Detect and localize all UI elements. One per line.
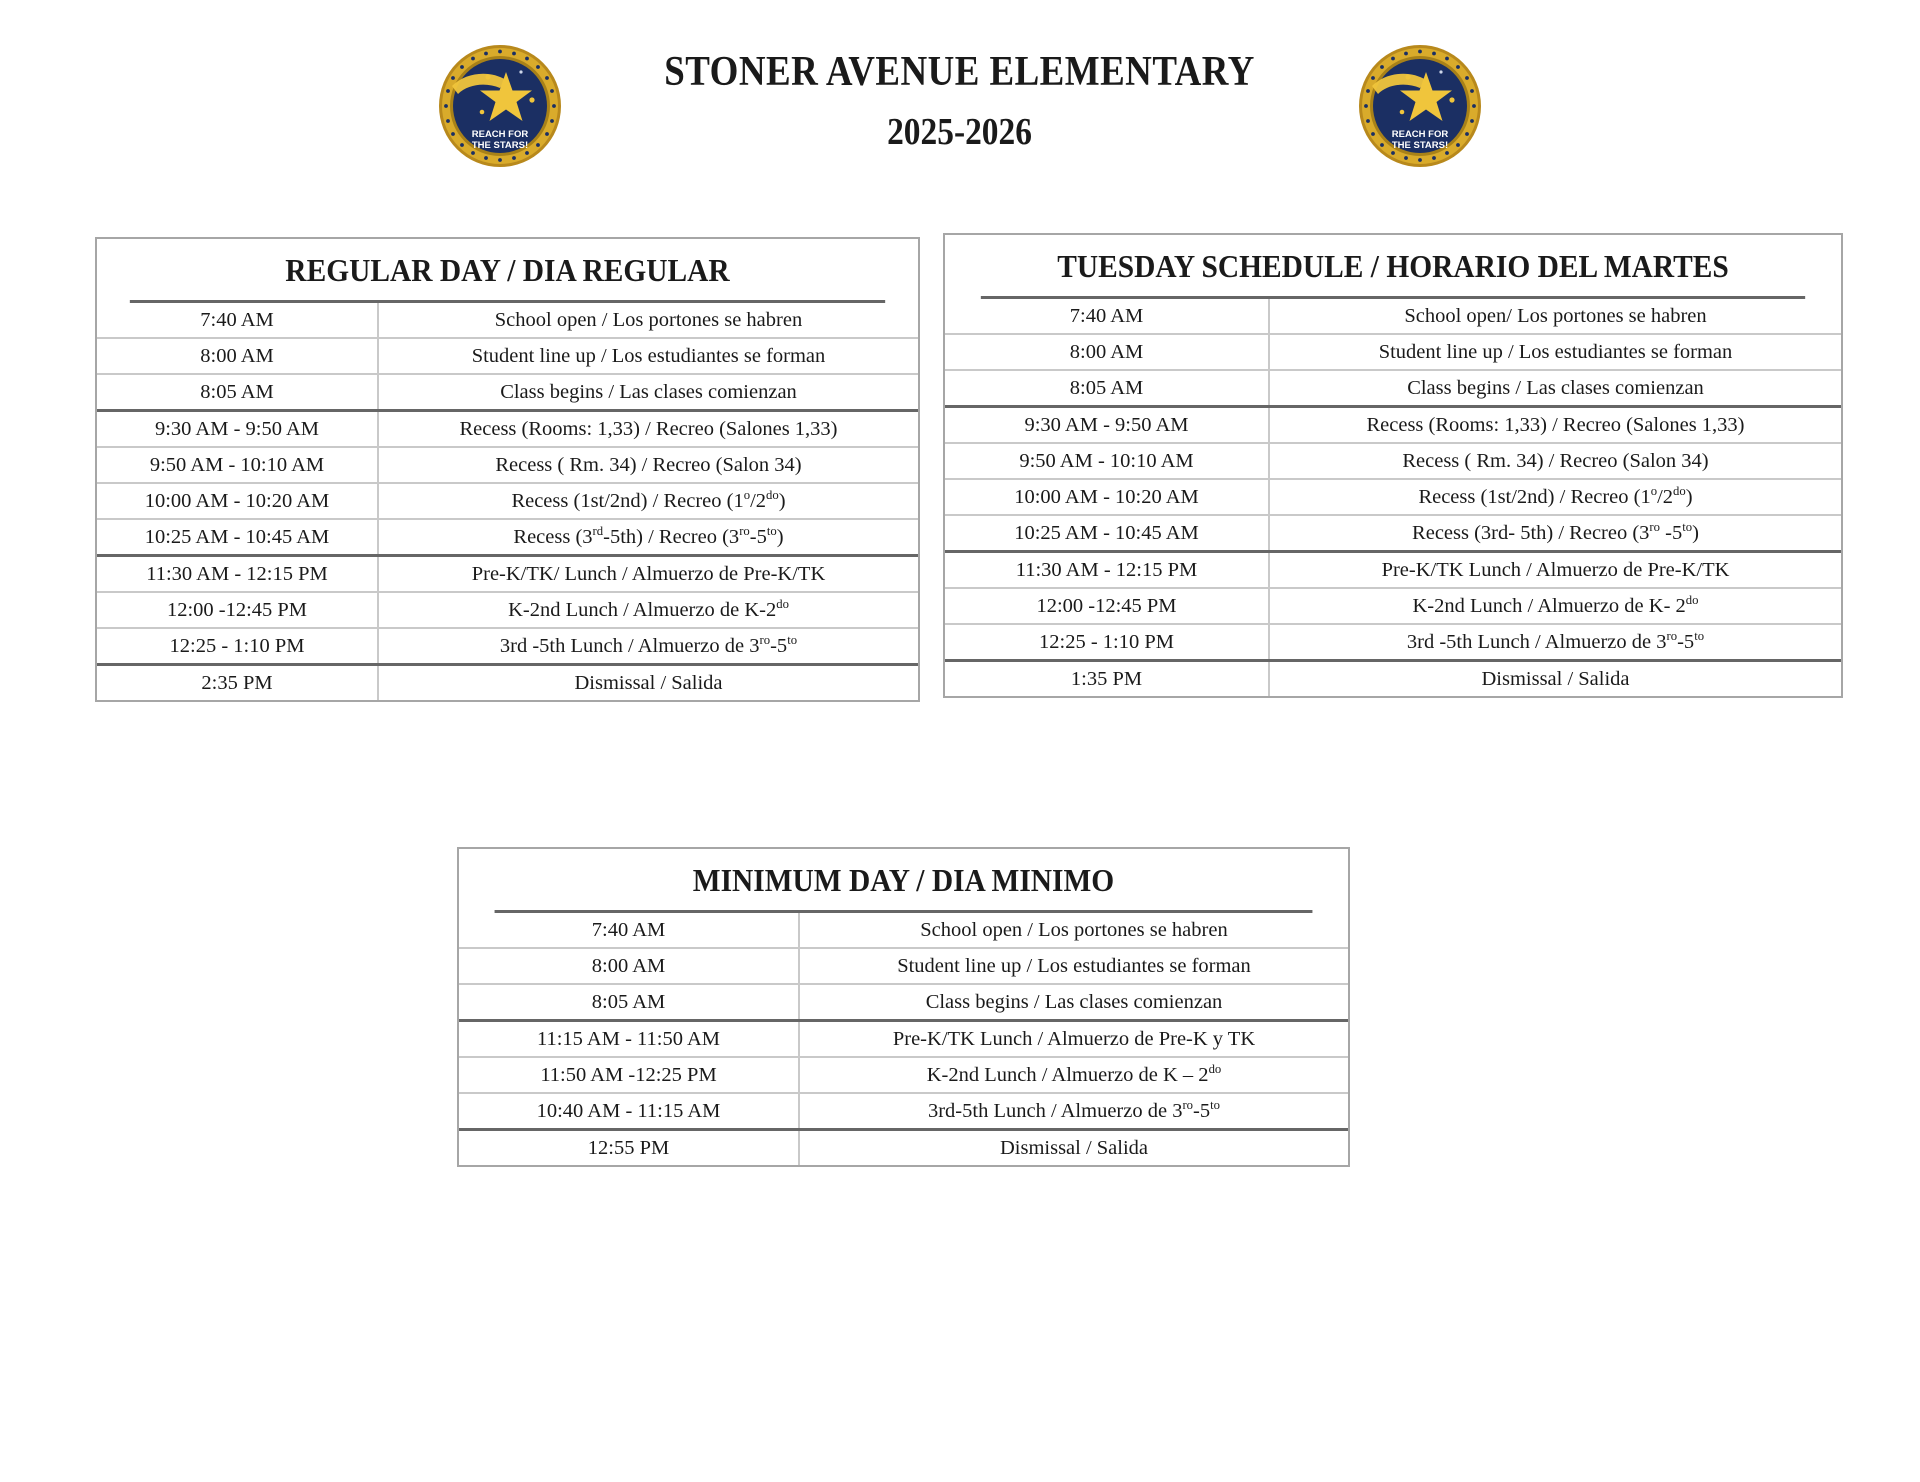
schedule-description-cell: Student line up / Los estudiantes se forman bbox=[471, 345, 826, 367]
table-row bbox=[459, 1058, 1348, 1094]
schedule-description-cell: Recess (1st/2nd) / Recreo $(1^o/2^{do})$ bbox=[511, 488, 786, 512]
schedule-time-cell: 11:30 AM - 12:15 PM bbox=[945, 553, 1270, 587]
schedule-description-cell: Recess (3rd- 5th) / Recreo ($3^{ro}$ $-5^{to}$) bbox=[1412, 520, 1699, 544]
table-title: MINIMUM DAY / DIA MINIMO bbox=[495, 849, 1313, 913]
schedule-time-cell: 10:25 AM - 10:45 AM bbox=[97, 520, 379, 554]
svg-text:THE STARS!: THE STARS! bbox=[472, 140, 529, 151]
svg-text:REACH FOR: REACH FOR bbox=[1391, 129, 1448, 140]
schedule-time-cell: 12:25 - 1:10 PM bbox=[97, 629, 379, 663]
schedule-time-cell: 12:55 PM bbox=[459, 1131, 800, 1165]
schedule-table-minimum-day bbox=[457, 847, 1350, 1167]
schedule-description-cell: Pre-K/TK Lunch / Almuerzo de Pre-K/TK bbox=[1381, 559, 1730, 581]
table-row bbox=[945, 408, 1841, 444]
schedule-description-cell: K-2nd Lunch / Almuerzo de K- $2^{do}$ bbox=[1412, 593, 1699, 617]
schedule-description-cell: School open / Los portones se habren bbox=[920, 919, 1228, 941]
table-body bbox=[459, 913, 1348, 1165]
schedule-description-cell: Student line up / Los estudiantes se forman bbox=[897, 955, 1251, 977]
schedule-time-cell: 9:30 AM - 9:50 AM bbox=[97, 412, 379, 446]
schedule-description-cell: 3rd-5th Lunch / Almuerzo de $3^{ro}-5^{to}$ bbox=[927, 1098, 1221, 1122]
table-row bbox=[459, 985, 1348, 1022]
header-titles bbox=[624, 42, 1295, 154]
schedule-time-cell: 9:30 AM - 9:50 AM bbox=[945, 408, 1270, 442]
table-row bbox=[97, 412, 918, 448]
table-row bbox=[97, 484, 918, 520]
schedule-time-cell: 11:15 AM - 11:50 AM bbox=[459, 1022, 800, 1056]
schedule-description-cell: Dismissal / Salida bbox=[1481, 668, 1630, 690]
school-seal-star-icon bbox=[436, 42, 564, 170]
schedule-time-cell: 10:25 AM - 10:45 AM bbox=[945, 516, 1270, 550]
schedule-time-cell: 12:25 - 1:10 PM bbox=[945, 625, 1270, 659]
table-row bbox=[459, 1094, 1348, 1131]
table-body bbox=[945, 299, 1841, 696]
schedule-description-cell: Student line up / Los estudiantes se forman bbox=[1378, 341, 1733, 363]
table-row bbox=[97, 520, 918, 557]
schedule-description-cell: School open/ Los portones se habren bbox=[1404, 305, 1707, 327]
schedule-description-cell: K-2nd Lunch / Almuerzo de K – $2^{do}$ bbox=[926, 1062, 1222, 1086]
schedule-time-cell: 9:50 AM - 10:10 AM bbox=[945, 444, 1270, 478]
table-row bbox=[459, 1131, 1348, 1165]
school-seal-star-icon bbox=[1356, 42, 1484, 170]
table-row bbox=[97, 593, 918, 629]
schedule-description-cell: Recess (Rooms: 1,33) / Recreo (Salones 1,33) bbox=[1366, 414, 1745, 436]
schedule-description-cell: 3rd -5th Lunch / Almuerzo de $3^{ro}-5^{to}$ bbox=[499, 633, 798, 657]
schedule-time-cell: 8:00 AM bbox=[459, 949, 800, 983]
table-row bbox=[945, 444, 1841, 480]
table-row bbox=[945, 589, 1841, 625]
table-title: TUESDAY SCHEDULE / HORARIO DEL MARTES bbox=[981, 235, 1805, 299]
table-row bbox=[97, 375, 918, 412]
schedule-time-cell: 10:00 AM - 10:20 AM bbox=[97, 484, 379, 518]
table-row bbox=[97, 448, 918, 484]
page-header bbox=[0, 0, 1920, 180]
schedule-description-cell: Recess ( Rm. 34) / Recreo (Salon 34) bbox=[495, 454, 802, 476]
schedule-description-cell: Recess (Rooms: 1,33) / Recreo (Salones 1,33) bbox=[459, 418, 838, 440]
table-row bbox=[945, 371, 1841, 408]
table-row bbox=[97, 339, 918, 375]
school-name: STONER AVENUE ELEMENTARY bbox=[664, 49, 1256, 95]
table-row bbox=[945, 299, 1841, 335]
table-row bbox=[97, 666, 918, 700]
table-row bbox=[945, 480, 1841, 516]
schedule-time-cell: 8:00 AM bbox=[945, 335, 1270, 369]
schedule-time-cell: 7:40 AM bbox=[97, 303, 379, 337]
svg-text:REACH FOR: REACH FOR bbox=[472, 129, 529, 140]
schedule-description-cell: K-2nd Lunch / Almuerzo de $K-2^{do}$ bbox=[508, 597, 789, 621]
table-row bbox=[945, 516, 1841, 553]
table-body bbox=[97, 303, 918, 700]
schedule-description-cell: Recess ( Rm. 34) / Recreo (Salon 34) bbox=[1402, 450, 1709, 472]
schedule-table-regular-day bbox=[95, 237, 920, 702]
schedule-time-cell: 9:50 AM - 10:10 AM bbox=[97, 448, 379, 482]
schedule-description-cell: Class begins / Las clases comienzan bbox=[1407, 377, 1704, 399]
schedule-time-cell: 10:40 AM - 11:15 AM bbox=[459, 1094, 800, 1128]
table-row bbox=[459, 949, 1348, 985]
svg-text:THE STARS!: THE STARS! bbox=[1391, 140, 1448, 151]
schedule-description-cell: Class begins / Las clases comienzan bbox=[925, 991, 1223, 1013]
table-row bbox=[945, 662, 1841, 696]
schedule-time-cell: 7:40 AM bbox=[459, 913, 800, 947]
schedule-description-cell: School open / Los portones se habren bbox=[494, 309, 803, 331]
schedule-description-cell: Class begins / Las clases comienzan bbox=[500, 381, 797, 403]
table-row bbox=[97, 303, 918, 339]
schedule-time-cell: 10:00 AM - 10:20 AM bbox=[945, 480, 1270, 514]
schedule-time-cell: 11:30 AM - 12:15 PM bbox=[97, 557, 379, 591]
schedule-time-cell: 8:00 AM bbox=[97, 339, 379, 373]
schedule-time-cell: 11:50 AM -12:25 PM bbox=[459, 1058, 800, 1092]
schedule-description-cell: Dismissal / Salida bbox=[999, 1137, 1149, 1159]
table-row bbox=[945, 335, 1841, 371]
schedule-time-cell: 8:05 AM bbox=[97, 375, 379, 409]
schedule-description-cell: 3rd -5th Lunch / Almuerzo de $3^{ro}-5^{to}$ bbox=[1406, 629, 1705, 653]
table-row bbox=[945, 553, 1841, 589]
schedule-time-cell: 7:40 AM bbox=[945, 299, 1270, 333]
schedule-time-cell: 12:00 -12:45 PM bbox=[945, 589, 1270, 623]
schedule-description-cell: Pre-K/TK Lunch / Almuerzo de Pre-K y TK bbox=[892, 1028, 1256, 1050]
school-year: 2025-2026 bbox=[887, 111, 1033, 154]
table-row bbox=[97, 629, 918, 666]
schedule-table-tuesday bbox=[943, 233, 1843, 698]
schedule-description-cell: Dismissal / Salida bbox=[574, 672, 723, 694]
schedule-description-cell: Recess (3rd-5th) / Recreo $(3^{ro}-5^{to})$ bbox=[513, 524, 784, 548]
schedule-time-cell: 8:05 AM bbox=[459, 985, 800, 1019]
schedule-time-cell: 8:05 AM bbox=[945, 371, 1270, 405]
table-row bbox=[945, 625, 1841, 662]
schedule-time-cell: 12:00 -12:45 PM bbox=[97, 593, 379, 627]
schedule-time-cell: 2:35 PM bbox=[97, 666, 379, 700]
schedule-time-cell: 1:35 PM bbox=[945, 662, 1270, 696]
table-title: REGULAR DAY / DIA REGULAR bbox=[130, 239, 885, 303]
schedule-description-cell: Pre-K/TK/ Lunch / Almuerzo de Pre-K/TK bbox=[471, 563, 826, 585]
table-row bbox=[97, 557, 918, 593]
schedule-description-cell: Recess (1st/2nd) / Recreo $(1^o/2^{do})$ bbox=[1418, 484, 1693, 508]
table-row bbox=[459, 913, 1348, 949]
table-row bbox=[459, 1022, 1348, 1058]
